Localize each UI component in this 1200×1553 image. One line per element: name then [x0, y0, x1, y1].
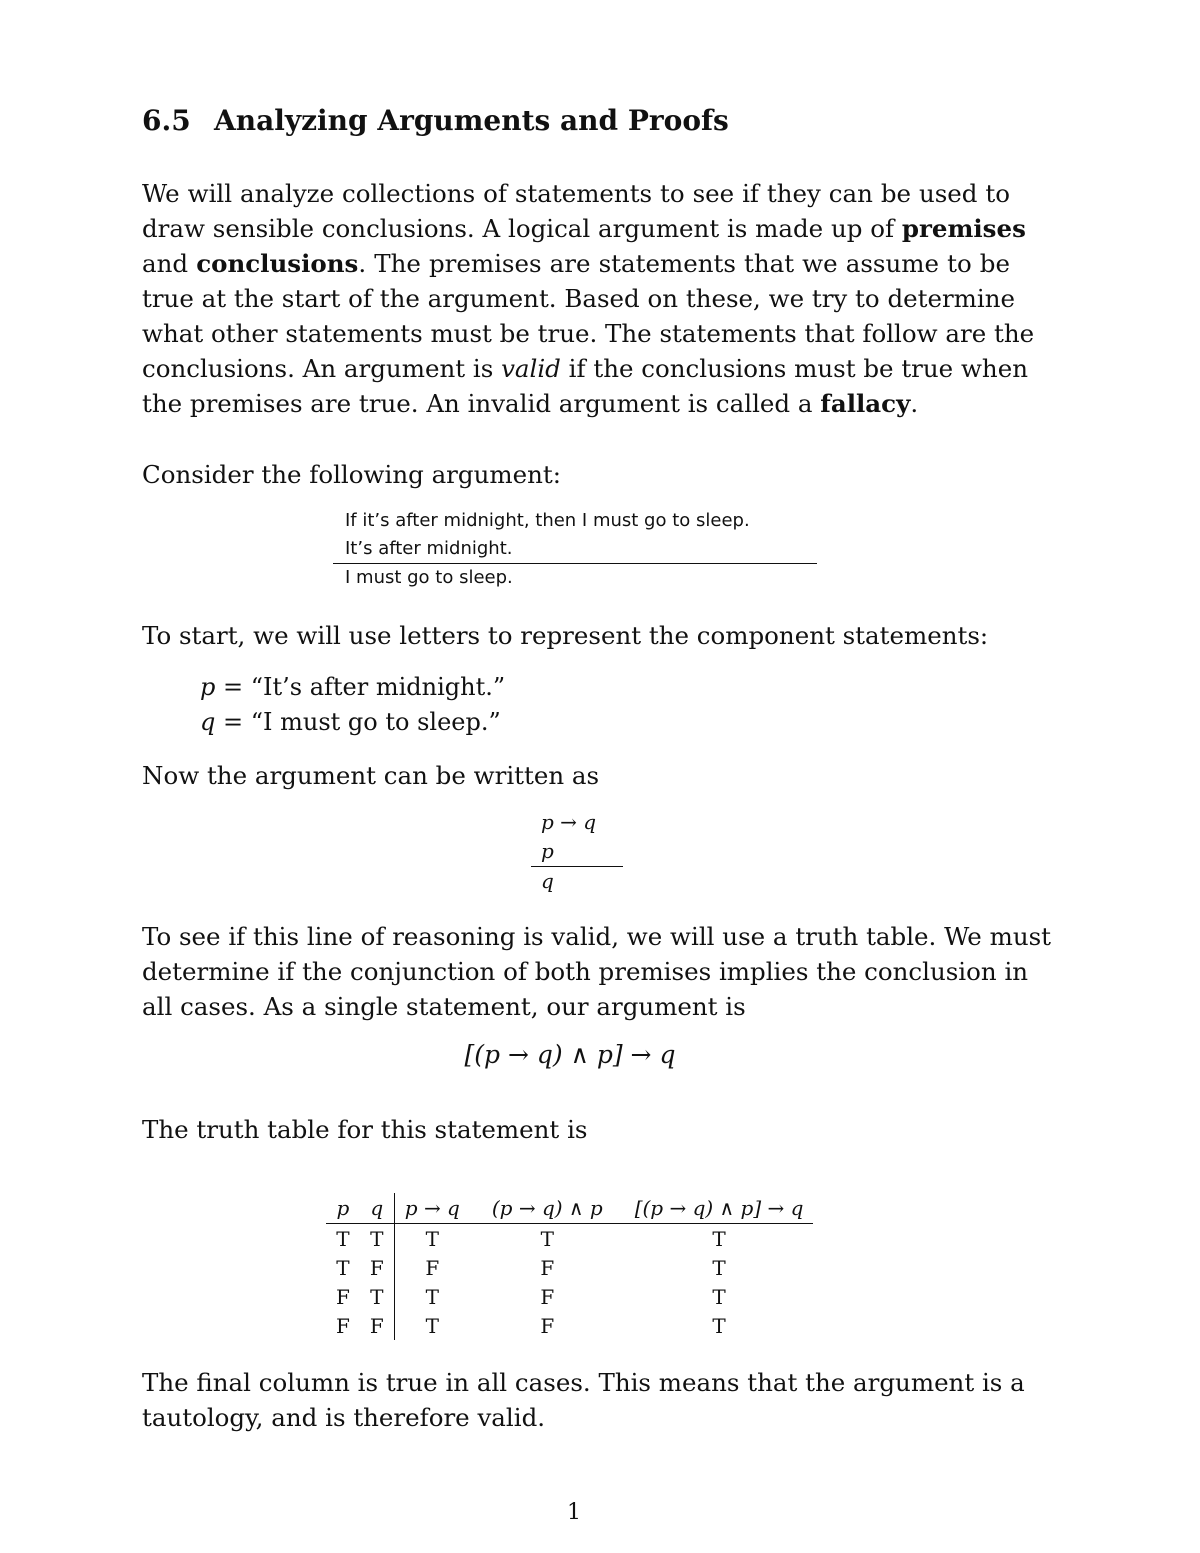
- intro-text: .: [910, 389, 919, 418]
- section-title: Analyzing Arguments and Proofs: [214, 104, 729, 137]
- symbolic-conclusion: q: [541, 869, 554, 893]
- verbal-argument: [333, 507, 817, 592]
- truth-table: [326, 1193, 813, 1340]
- argument-conclusion: I must go to sleep.: [345, 567, 513, 588]
- consider-text: Consider the following argument:: [142, 460, 561, 489]
- table-intro-text: The truth table for this statement is: [142, 1115, 588, 1144]
- to-start-text: To start, we will use letters to represent the component statements:: [142, 621, 989, 650]
- table-cell: T: [425, 1226, 439, 1251]
- table-cell: T: [712, 1284, 726, 1309]
- reasoning-line: determine if the conjunction of both premises implies the conclusion in: [142, 957, 1029, 986]
- now-written-paragraph: [142, 758, 1010, 793]
- definition-q: [200, 705, 505, 740]
- argument-premise-2: It’s after midnight.: [345, 538, 513, 559]
- symbolic-premise-1: p → q: [541, 810, 597, 834]
- header-conjunction: (p → q) ∧ p: [470, 1193, 625, 1224]
- table-cell: F: [360, 1253, 394, 1282]
- closing-paragraph: [142, 1365, 1025, 1435]
- symbolic-argument: [531, 808, 623, 896]
- closing-line: tautology, and is therefore valid.: [142, 1403, 546, 1432]
- intro-line: true at the start of the argument. Based on these, we try to determine: [142, 284, 1016, 313]
- intro-text: if the conclusions must be true when: [560, 354, 1028, 383]
- table-cell: T: [360, 1224, 394, 1254]
- variable-p: p: [200, 673, 216, 701]
- argument-premise-1: If it’s after midnight, then I must go to sleep.: [345, 510, 750, 531]
- table-cell: T: [425, 1313, 439, 1338]
- intro-line: [142, 386, 1010, 421]
- table-cell: F: [360, 1311, 394, 1340]
- section-heading: [142, 104, 729, 137]
- intro-text: draw sensible conclusions. A logical argument is made up of: [142, 214, 902, 243]
- reasoning-line: To see if this line of reasoning is valid, we will use a truth table. We must: [142, 922, 1052, 951]
- closing-line: The final column is true in all cases. This means that the argument is a: [142, 1368, 1025, 1397]
- definition-p: [200, 670, 505, 705]
- table-row: [326, 1224, 813, 1254]
- now-written-text: Now the argument can be written as: [142, 761, 600, 790]
- intro-paragraph: [142, 176, 1035, 421]
- header-p-implies-q: p → q: [394, 1193, 470, 1224]
- intro-text: conclusions. An argument is: [142, 354, 502, 383]
- intro-text: the premises are true. An invalid argument is called a: [142, 389, 821, 418]
- variable-q: q: [200, 708, 216, 736]
- intro-line: [142, 211, 1026, 246]
- intro-line: We will analyze collections of statements to see if they can be used to: [142, 179, 1010, 208]
- reasoning-line: all cases. As a single statement, our argument is: [142, 992, 746, 1021]
- intro-line: [142, 246, 1010, 281]
- table-cell: T: [712, 1313, 726, 1338]
- table-row: [326, 1282, 813, 1311]
- intro-line: [142, 351, 1028, 386]
- table-intro-paragraph: [142, 1112, 1010, 1147]
- page-number: 1: [567, 1500, 581, 1525]
- header-q: q: [360, 1193, 394, 1224]
- table-cell: T: [712, 1255, 726, 1280]
- section-number: 6.5: [142, 104, 191, 137]
- header-full-statement: [(p → q) ∧ p] → q: [625, 1193, 814, 1224]
- table-row: [326, 1253, 813, 1282]
- intro-text: and: [142, 249, 189, 278]
- table-cell: T: [360, 1282, 394, 1311]
- symbolic-premise-2: p: [541, 839, 554, 863]
- definition-text: = “It’s after midnight.”: [215, 673, 506, 701]
- definition-text: = “I must go to sleep.”: [215, 708, 501, 736]
- table-cell: F: [336, 1284, 350, 1309]
- table-cell: T: [712, 1226, 726, 1251]
- reasoning-paragraph: [142, 919, 1052, 1024]
- term-fallacy: fallacy: [820, 389, 911, 418]
- argument-formula: [(p → q) ∧ p] → q: [464, 1040, 676, 1069]
- term-valid: valid: [501, 354, 561, 383]
- consider-paragraph: [142, 457, 1010, 492]
- table-cell: T: [425, 1284, 439, 1309]
- table-row: [326, 1311, 813, 1340]
- table-cell: T: [336, 1255, 350, 1280]
- variable-definitions: [200, 670, 505, 740]
- table-cell: F: [540, 1313, 555, 1338]
- table-cell: F: [425, 1255, 440, 1280]
- table-cell: F: [336, 1313, 350, 1338]
- intro-line: what other statements must be true. The statements that follow are the: [142, 319, 1035, 348]
- table-cell: T: [540, 1226, 554, 1251]
- table-cell: T: [336, 1226, 350, 1251]
- term-premises: premises: [901, 214, 1026, 243]
- header-p: p: [326, 1193, 360, 1224]
- intro-text: . The premises are statements that we assume to be: [358, 249, 1010, 278]
- table-cell: F: [540, 1284, 555, 1309]
- term-conclusions: conclusions: [196, 249, 359, 278]
- truth-table-header: [326, 1193, 813, 1224]
- to-start-paragraph: [142, 618, 1010, 653]
- table-cell: F: [540, 1255, 555, 1280]
